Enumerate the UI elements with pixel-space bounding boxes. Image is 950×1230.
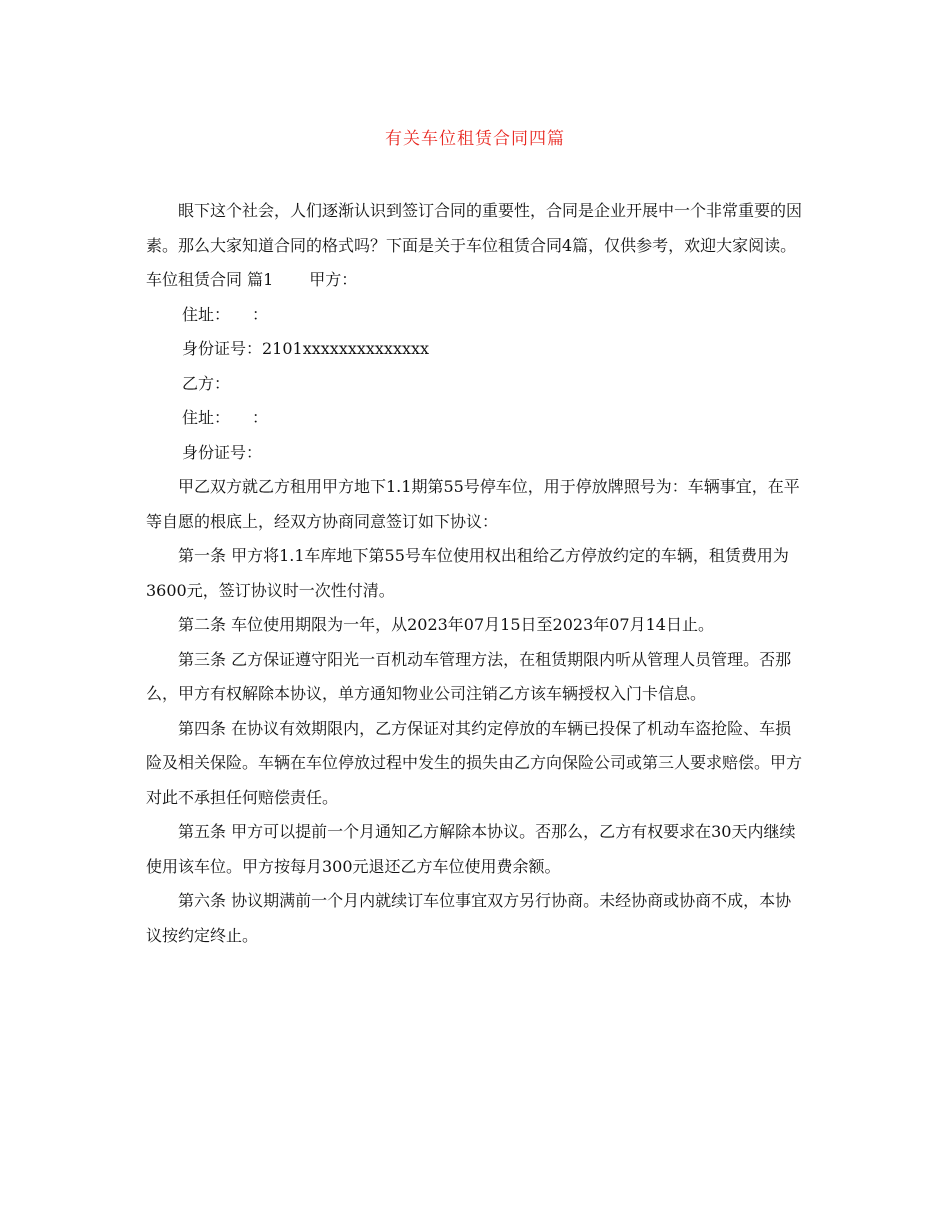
clause-1: 第一条 甲方将1.1车库地下第55号车位使用权出租给乙方停放约定的车辆，租赁费用为3600元，签订协议时一次性付清。 (146, 546, 789, 600)
clause-6: 第六条 协议期满前一个月内就续订车位事宜双方另行协商。未经协商或协商不成，本协议按约定终止。 (146, 891, 792, 945)
party-a-address-line (146, 298, 806, 333)
party-b-address-label: 住址： (182, 408, 231, 427)
party-b-address-colon: ： (252, 408, 269, 427)
party-a-id: 身份证号：2101xxxxxxxxxxxxxx (182, 339, 430, 358)
clause-2: 第二条 车位使用期限为一年，从2023年07月15日至2023年07月14日止。 (178, 615, 714, 634)
section-heading-line (146, 263, 806, 298)
document-body (146, 194, 806, 953)
document-title: 有关车位租赁合同四篇 (385, 129, 565, 149)
party-a-label: 甲方： (309, 270, 358, 289)
preamble-paragraph: 甲乙双方就乙方租用甲方地下1.1期第55号停车位，用于停放牌照号为：车辆事宜，在平等自愿的根底上，经双方协商同意签订如下协议： (146, 477, 800, 531)
clause-5: 第五条 甲方可以提前一个月通知乙方解除本协议。否那么，乙方有权要求在30天内继续使用该车位。甲方按每月300元退还乙方车位使用费余额。 (146, 822, 796, 876)
section-heading: 车位租赁合同 篇1 (146, 270, 274, 289)
party-b-address-line (146, 401, 806, 436)
clause-4: 第四条 在协议有效期限内，乙方保证对其约定停放的车辆已投保了机动车盗抢险、车损险及相关保险。车辆在车位停放过程中发生的损失由乙方向保险公司或第三人要求赔偿。甲方对此不承担任何赔偿责任。 (146, 718, 803, 807)
party-b-label: 乙方： (182, 373, 231, 393)
party-a-address-colon: ： (252, 304, 269, 324)
intro-paragraph: 眼下这个社会，人们逐渐认识到签订合同的重要性，合同是企业开展中一个非常重要的因素。那么大家知道合同的格式吗？下面是关于车位租赁合同4篇，仅供参考，欢迎大家阅读。 (146, 201, 803, 255)
clause-3: 第三条 乙方保证遵守阳光一百机动车管理方法，在租赁期限内听从管理人员管理。否那么，甲方有权解除本协议，单方通知物业公司注销乙方该车辆授权入门卡信息。 (146, 649, 792, 703)
party-a-address-label: 住址： (182, 304, 231, 324)
party-b-id: 身份证号： (182, 442, 263, 462)
